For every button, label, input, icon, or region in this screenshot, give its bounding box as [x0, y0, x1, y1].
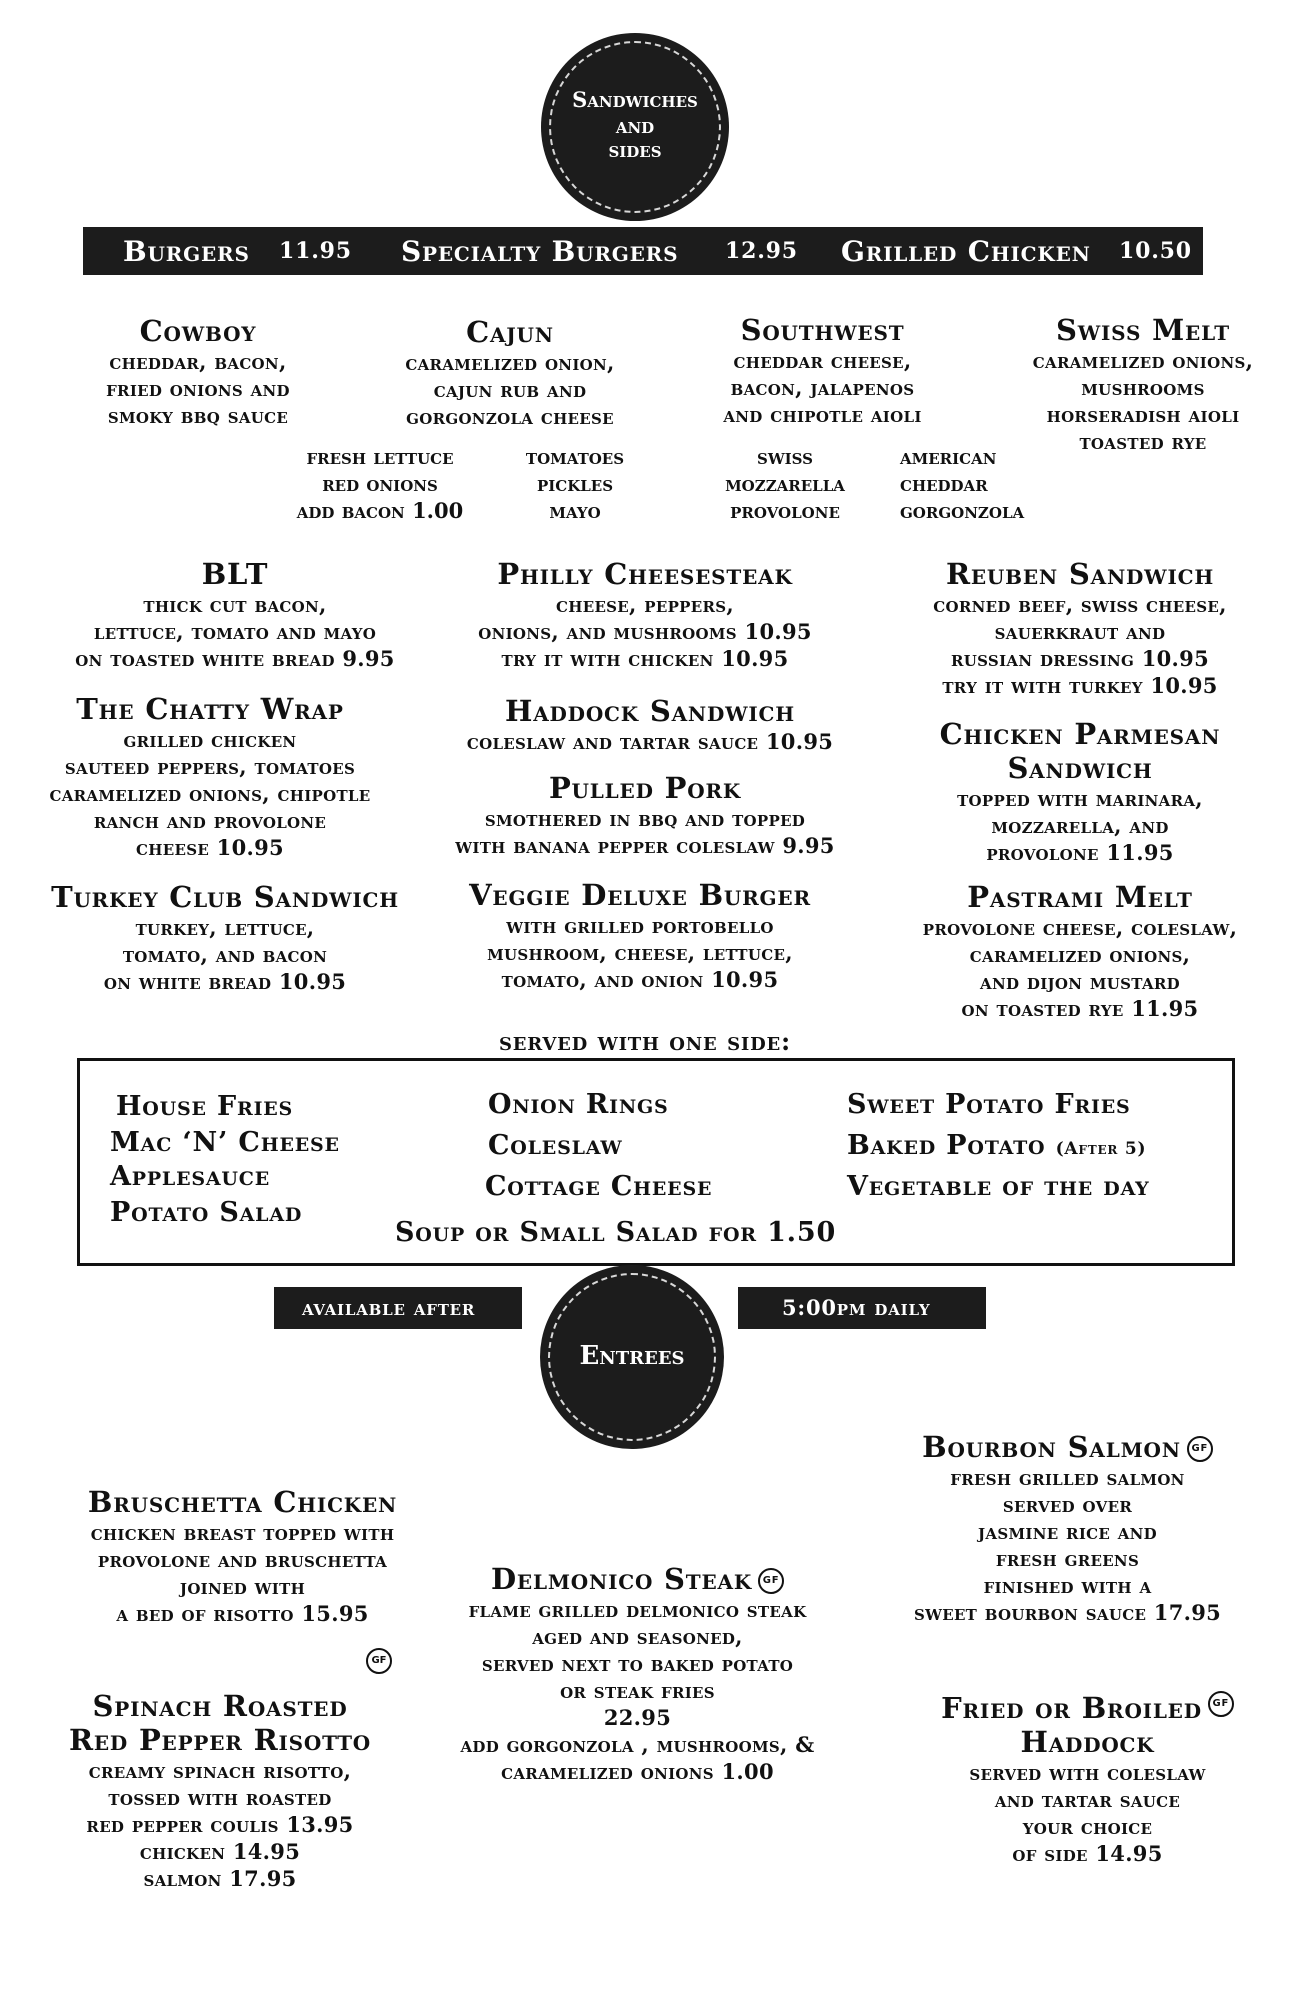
entree-name-cont: Haddock — [1020, 1725, 1155, 1759]
topping-item: fresh lettuce — [306, 444, 454, 469]
sandwich-desc-line: tomato, and onion 10.95 — [501, 967, 779, 992]
entree-desc-line: joined with — [179, 1574, 306, 1599]
sandwich-name: Veggie Deluxe Burger — [469, 878, 811, 912]
sandwich-desc-line: with banana pepper coleslaw 9.95 — [455, 833, 835, 858]
burger-swiss-melt — [998, 313, 1288, 455]
burger-desc-line: gorgonzola cheese — [406, 404, 614, 429]
entree-desc-line: flame grilled delmonico steak — [468, 1597, 807, 1622]
sandwich-veggie-deluxe — [430, 878, 850, 993]
sandwich-chicken-parmesan — [880, 717, 1280, 866]
cheese-item: gorgonzola — [900, 498, 1025, 523]
topping-item: mayo — [549, 498, 601, 523]
badge-line-2: and — [615, 113, 655, 138]
sandwich-pulled-pork — [415, 771, 875, 859]
entree-desc-line: or steak fries — [560, 1678, 715, 1703]
entree-desc-line: 22.95 — [603, 1705, 672, 1730]
entree-spinach-risotto — [30, 1689, 410, 1892]
sandwich-desc-line: on toasted rye 11.95 — [961, 996, 1199, 1021]
entree-name: Spinach Roasted — [92, 1689, 348, 1723]
sandwich-desc-line: cheese, peppers, — [556, 592, 734, 617]
side-item: Applesauce — [110, 1161, 271, 1192]
sandwich-desc-line: sauerkraut and — [994, 619, 1166, 644]
entree-name: Bourbon Salmon — [922, 1430, 1181, 1464]
side-item: Coleslaw — [488, 1130, 623, 1161]
grilled-chicken-label: Grilled Chicken — [841, 235, 1091, 268]
sandwich-name: Pulled Pork — [548, 771, 742, 805]
specialty-burgers-price: 12.95 — [725, 238, 798, 264]
entree-desc-line: chicken 14.95 — [139, 1839, 301, 1864]
cheese-item: swiss — [756, 444, 814, 469]
sandwich-name: Chicken Parmesan — [939, 717, 1221, 751]
sandwich-philly-cheesesteak — [435, 557, 855, 672]
cheese-item: cheddar — [900, 471, 988, 496]
sandwich-blt — [30, 557, 440, 672]
grilled-chicken-price: 10.50 — [1119, 238, 1192, 264]
entree-name: Bruschetta Chicken — [87, 1485, 398, 1519]
sandwich-desc-line: on toasted white bread 9.95 — [75, 646, 395, 671]
daily-time-band — [738, 1287, 986, 1329]
burger-name: Cowboy — [139, 314, 257, 348]
sandwich-desc-line: provolone 11.95 — [986, 840, 1174, 865]
sandwich-desc-line: cheese 10.95 — [136, 835, 284, 860]
entree-name: Delmonico Steak — [490, 1562, 753, 1596]
burger-desc-line: caramelized onions, — [1032, 348, 1254, 373]
entree-bruschetta-chicken — [40, 1485, 445, 1627]
toppings-col-1 — [285, 443, 475, 524]
daily-time-label: 5:00pm daily — [782, 1295, 931, 1320]
sandwich-desc-line: coleslaw and tartar sauce 10.95 — [466, 729, 834, 754]
cheese-item: american — [900, 444, 997, 469]
baked-potato-note: (After 5) — [1055, 1139, 1147, 1159]
sandwich-name: Reuben Sandwich — [945, 557, 1215, 591]
burger-southwest — [680, 313, 965, 428]
burger-name: Southwest — [740, 313, 905, 347]
badge-line-1: Sandwiches — [572, 87, 698, 112]
sandwich-name-cont: Sandwich — [1007, 751, 1153, 785]
entree-delmonico-steak — [420, 1562, 855, 1785]
burger-name: Cajun — [466, 315, 554, 349]
sandwich-pastrami-melt — [870, 880, 1290, 1022]
burger-desc-line: caramelized onion, — [405, 350, 615, 375]
sandwich-desc-line: topped with marinara, — [957, 786, 1203, 811]
sandwich-desc-line: mushroom, cheese, lettuce, — [487, 940, 793, 965]
sandwich-desc-line: caramelized onions, chipotle — [49, 781, 371, 806]
entree-name-cont: Red Pepper Risotto — [68, 1723, 372, 1757]
sandwich-haddock — [420, 694, 880, 755]
burger-desc-line: fried onions and — [106, 376, 290, 401]
side-item: Baked Potato — [847, 1130, 1046, 1161]
entree-desc-line: aged and seasoned, — [532, 1624, 743, 1649]
entree-name-row — [905, 1691, 1270, 1725]
burger-cajun — [365, 315, 655, 430]
badge-line-3: sides — [608, 137, 662, 162]
burger-desc-line: cheddar, bacon, — [109, 349, 287, 374]
sandwich-turkey-club — [20, 880, 430, 995]
entree-desc-line: of side 14.95 — [1012, 1841, 1163, 1866]
entree-desc-line: served next to baked potato — [481, 1651, 794, 1676]
cheese-item: provolone — [730, 498, 840, 523]
burger-desc-line: cajun rub and — [433, 377, 587, 402]
sandwich-reuben — [880, 557, 1280, 699]
entree-desc-line: provolone and bruschetta — [97, 1547, 388, 1572]
entree-desc-line: fresh grilled salmon — [950, 1465, 1185, 1490]
sandwich-desc-line: lettuce, tomato and mayo — [93, 619, 377, 644]
toppings-col-2 — [505, 443, 645, 524]
entree-name-row — [875, 1430, 1260, 1464]
sandwich-name: Haddock Sandwich — [505, 694, 795, 728]
gluten-free-icon: GF — [758, 1568, 784, 1594]
sandwich-desc-line: caramelized onions, — [969, 942, 1191, 967]
burger-desc-line: toasted rye — [1079, 429, 1207, 454]
sandwich-name: Pastrami Melt — [967, 880, 1193, 914]
side-item-baked-potato — [847, 1130, 1146, 1161]
sandwich-name: BLT — [201, 557, 269, 591]
burger-desc-line: horseradish aioli — [1046, 402, 1240, 427]
sandwich-desc-line: onions, and mushrooms 10.95 — [478, 619, 812, 644]
entree-name-row — [420, 1562, 855, 1596]
side-item: Mac ‘N’ Cheese — [110, 1127, 340, 1158]
sandwich-desc-line: thick cut bacon, — [143, 592, 327, 617]
cheese-col-1 — [705, 443, 865, 524]
gluten-free-icon: GF — [1208, 1691, 1234, 1717]
available-after-band — [274, 1287, 522, 1329]
sandwich-chatty-wrap — [10, 692, 410, 861]
burger-desc-line: mushrooms — [1081, 375, 1205, 400]
topping-item: tomatoes — [525, 444, 625, 469]
burger-desc-line: bacon, jalapenos — [730, 375, 915, 400]
entree-desc-line: a bed of risotto 15.95 — [116, 1601, 369, 1626]
topping-item: red onions — [322, 471, 438, 496]
gluten-free-icon: GF — [1187, 1436, 1213, 1462]
topping-item: add bacon 1.00 — [296, 498, 464, 523]
cheese-item: mozzarella — [725, 471, 845, 496]
sandwich-desc-line: mozzarella, and — [991, 813, 1169, 838]
entree-desc-line: caramelized onions 1.00 — [501, 1759, 774, 1784]
sandwich-desc-line: smothered in bbq and topped — [484, 806, 806, 831]
burger-name: Swiss Melt — [1056, 313, 1230, 347]
burger-desc-line: and chipotle aioli — [723, 402, 922, 427]
burgers-label: Burgers — [123, 235, 250, 268]
side-item: Vegetable of the day — [847, 1171, 1150, 1202]
sandwich-desc-line: turkey, lettuce, — [135, 915, 315, 940]
entree-desc-line: your choice — [1022, 1814, 1153, 1839]
entree-desc-line: sweet bourbon sauce 17.95 — [913, 1600, 1222, 1625]
sandwich-name: The Chatty Wrap — [76, 692, 344, 726]
topping-item: pickles — [536, 471, 614, 496]
side-item: Cottage Cheese — [485, 1171, 713, 1202]
sandwich-desc-line: provolone cheese, coleslaw, — [922, 915, 1238, 940]
sandwich-desc-line: try it with turkey 10.95 — [942, 673, 1218, 698]
specialty-burgers-label: Specialty Burgers — [401, 235, 679, 268]
sandwich-name: Turkey Club Sandwich — [51, 880, 399, 914]
entree-desc-line: served over — [1002, 1492, 1133, 1517]
sandwich-desc-line: sauteed peppers, tomatoes — [64, 754, 356, 779]
entree-bourbon-salmon — [875, 1430, 1260, 1626]
side-item: Potato Salad — [110, 1197, 303, 1228]
sandwich-desc-line: corned beef, swiss cheese, — [933, 592, 1227, 617]
sandwich-desc-line: and dijon mustard — [980, 969, 1180, 994]
side-item: Sweet Potato Fries — [847, 1089, 1131, 1120]
burger-cowboy — [58, 314, 338, 429]
sandwiches-and-sides-badge — [541, 33, 729, 221]
entree-name: Fried or Broiled — [941, 1691, 1202, 1725]
entree-fried-broiled-haddock — [905, 1691, 1270, 1867]
sides-box — [77, 1058, 1235, 1266]
burger-desc-line: cheddar cheese, — [733, 348, 912, 373]
sandwich-desc-line: ranch and provolone — [93, 808, 327, 833]
sandwich-desc-line: tomato, and bacon — [122, 942, 328, 967]
entree-desc-line: served with coleslaw — [969, 1760, 1206, 1785]
burgers-price: 11.95 — [279, 238, 352, 264]
entree-desc-line: and tartar sauce — [994, 1787, 1181, 1812]
entree-desc-line: add gorgonzola , mushrooms, & — [460, 1732, 815, 1757]
available-after-label: available after — [302, 1295, 476, 1320]
side-item: House Fries — [116, 1091, 294, 1122]
sandwich-name: Philly Cheesesteak — [497, 557, 793, 591]
sandwich-desc-line: russian dressing 10.95 — [950, 646, 1209, 671]
entree-desc-line: red pepper coulis 13.95 — [86, 1812, 354, 1837]
entree-desc-line: creamy spinach risotto, — [88, 1758, 352, 1783]
entree-desc-line: finished with a — [983, 1573, 1152, 1598]
entree-desc-line: tossed with roasted — [108, 1785, 332, 1810]
entrees-title: Entrees — [579, 1341, 685, 1371]
entrees-badge — [540, 1265, 724, 1449]
cheese-col-2 — [900, 443, 1060, 524]
soup-or-salad-upgrade: Soup or Small Salad for 1.50 — [395, 1217, 837, 1248]
entree-desc-line: fresh greens — [995, 1546, 1140, 1571]
entree-desc-line: salmon 17.95 — [143, 1866, 297, 1891]
sandwich-desc-line: on white bread 10.95 — [103, 969, 347, 994]
gluten-free-icon: GF — [366, 1648, 392, 1674]
burger-desc-line: smoky bbq sauce — [107, 403, 289, 428]
sandwich-desc-line: with grilled portobello — [506, 913, 774, 938]
entree-desc-line: chicken breast topped with — [90, 1520, 395, 1545]
sides-heading: served with one side: — [498, 1027, 792, 1056]
sandwich-desc-line: try it with chicken 10.95 — [501, 646, 789, 671]
sandwich-desc-line: grilled chicken — [123, 727, 297, 752]
entree-desc-line: jasmine rice and — [978, 1519, 1157, 1544]
burger-price-band — [83, 227, 1203, 275]
side-item: Onion Rings — [488, 1089, 669, 1120]
